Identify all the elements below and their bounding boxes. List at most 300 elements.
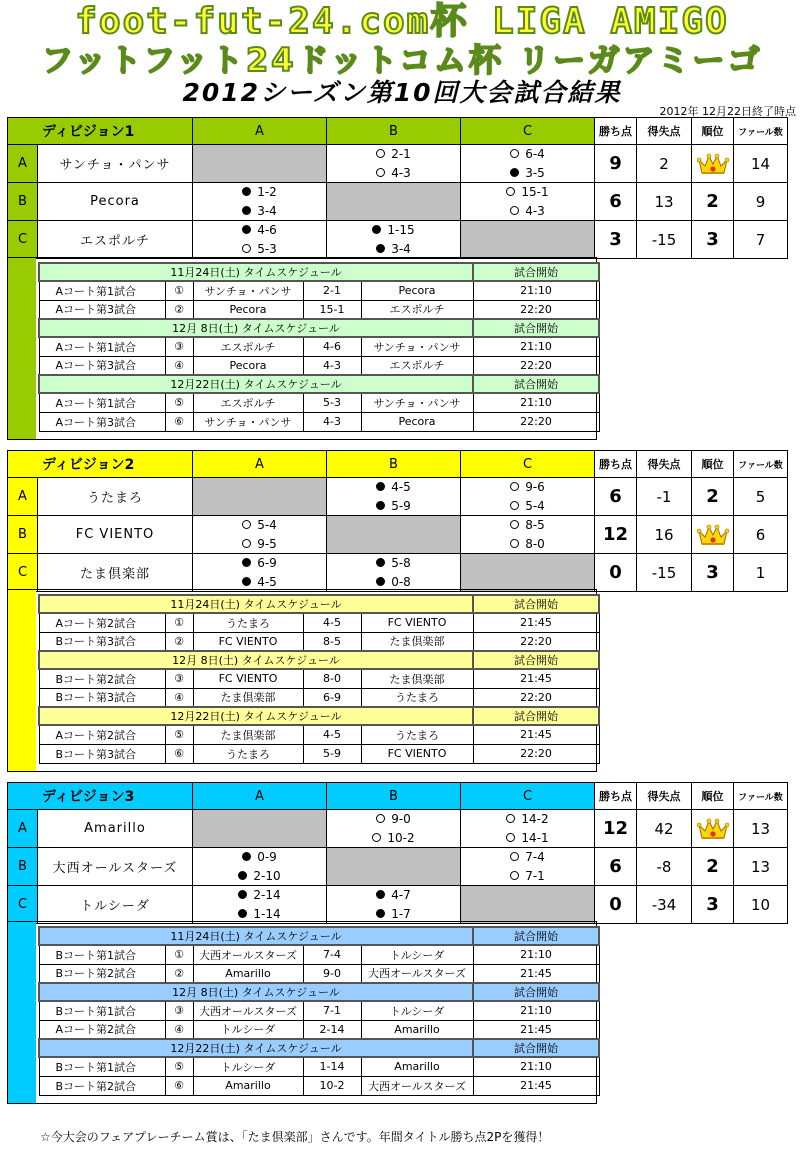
loss-marker-icon bbox=[376, 890, 385, 899]
win-marker-icon bbox=[510, 206, 519, 215]
standings-table bbox=[7, 450, 788, 592]
division-2-schedule bbox=[7, 589, 597, 772]
self-match-cell bbox=[461, 886, 595, 924]
game-home-team: FC VIENTO bbox=[193, 669, 303, 688]
match-score: 1-7 bbox=[391, 906, 411, 921]
team-goal-diff: -1 bbox=[637, 478, 692, 516]
team-row bbox=[8, 516, 788, 535]
schedule-day-header bbox=[39, 983, 599, 1001]
team-fouls: 13 bbox=[734, 810, 788, 848]
win-marker-icon bbox=[376, 814, 385, 823]
match-score: 0-8 bbox=[391, 574, 411, 589]
match-result bbox=[461, 867, 595, 886]
win-marker-icon bbox=[510, 539, 519, 548]
game-home-team: エスポルチ bbox=[193, 393, 303, 412]
match-result bbox=[461, 848, 595, 867]
match-result bbox=[193, 202, 327, 221]
division-1-standings bbox=[7, 117, 788, 259]
kickoff-header: 試合開始 bbox=[473, 375, 599, 393]
loss-marker-icon bbox=[238, 890, 247, 899]
match-result bbox=[327, 478, 461, 497]
game-kickoff-time: 21:45 bbox=[473, 1020, 599, 1039]
schedule-date: 12月22日(土) タイムスケジュール bbox=[39, 375, 473, 393]
schedule-day-header bbox=[39, 1039, 599, 1057]
game-kickoff-time: 21:45 bbox=[473, 725, 599, 744]
win-marker-icon bbox=[242, 539, 251, 548]
team-fouls: 7 bbox=[734, 221, 788, 259]
match-result bbox=[461, 202, 595, 221]
match-score: 4-3 bbox=[525, 203, 545, 218]
game-court: Bコート第1試合 bbox=[39, 1001, 165, 1020]
game-home-team: Amarillo bbox=[193, 964, 303, 983]
team-name: トルシーダ bbox=[38, 886, 193, 924]
match-score: 14-2 bbox=[521, 812, 549, 827]
schedule-day-header bbox=[39, 927, 599, 945]
col-b-header: B bbox=[327, 783, 461, 810]
schedule-table bbox=[38, 262, 600, 432]
game-score: 8-0 bbox=[303, 669, 361, 688]
match-score: 6-9 bbox=[257, 556, 277, 571]
game-number: ③ bbox=[165, 337, 193, 356]
win-marker-icon bbox=[510, 149, 519, 158]
kickoff-header: 試合開始 bbox=[473, 927, 599, 945]
schedule-day-header bbox=[39, 651, 599, 669]
game-number: ⑥ bbox=[165, 412, 193, 431]
game-kickoff-time: 21:45 bbox=[473, 669, 599, 688]
team-goal-diff: -15 bbox=[637, 554, 692, 592]
team-points: 3 bbox=[595, 221, 637, 259]
game-kickoff-time: 21:10 bbox=[473, 1001, 599, 1020]
schedule-game-row bbox=[39, 613, 599, 632]
fouls-header: ファール数 bbox=[734, 783, 788, 810]
match-result bbox=[193, 848, 327, 867]
game-kickoff-time: 21:10 bbox=[473, 1057, 599, 1076]
win-marker-icon bbox=[506, 814, 515, 823]
game-away-team: たま倶楽部 bbox=[361, 632, 473, 651]
match-score: 5-8 bbox=[391, 556, 411, 571]
game-court: Aコート第3試合 bbox=[39, 356, 165, 375]
game-away-team: 大西オールスターズ bbox=[361, 1076, 473, 1095]
team-points: 6 bbox=[595, 183, 637, 221]
game-away-team: Pecora bbox=[361, 281, 473, 300]
points-header: 勝ち点 bbox=[595, 118, 637, 145]
schedule-table bbox=[38, 926, 600, 1096]
match-score: 9-6 bbox=[525, 480, 545, 495]
team-fouls: 13 bbox=[734, 848, 788, 886]
game-kickoff-time: 21:10 bbox=[473, 393, 599, 412]
col-b-header: B bbox=[327, 451, 461, 478]
team-letter: C bbox=[8, 886, 38, 924]
match-result bbox=[461, 478, 595, 497]
game-kickoff-time: 22:20 bbox=[473, 356, 599, 375]
game-away-team: Amarillo bbox=[361, 1057, 473, 1076]
match-score: 2-10 bbox=[253, 868, 281, 883]
title-english: foot-fut-24.com杯 LIGA AMIGO bbox=[75, 1, 729, 42]
schedule-game-row bbox=[39, 1001, 599, 1020]
team-goal-diff: 16 bbox=[637, 516, 692, 554]
game-court: Aコート第1試合 bbox=[39, 281, 165, 300]
match-result bbox=[461, 164, 595, 183]
game-kickoff-time: 22:20 bbox=[473, 744, 599, 763]
game-score: 4-3 bbox=[303, 356, 361, 375]
page-title: 2012シーズン第10回大会試合結果 bbox=[182, 78, 622, 107]
goal-diff-header: 得失点 bbox=[637, 118, 692, 145]
match-result bbox=[193, 221, 327, 240]
team-letter: A bbox=[8, 478, 38, 516]
game-score: 7-1 bbox=[303, 1001, 361, 1020]
game-home-team: FC VIENTO bbox=[193, 632, 303, 651]
team-goal-diff: -15 bbox=[637, 221, 692, 259]
match-result bbox=[193, 554, 327, 573]
match-score: 0-9 bbox=[257, 850, 277, 865]
game-court: Bコート第3試合 bbox=[39, 688, 165, 707]
team-rank bbox=[692, 145, 734, 183]
game-home-team: サンチョ・パンサ bbox=[193, 412, 303, 431]
schedule-date: 11月24日(土) タイムスケジュール bbox=[39, 263, 473, 281]
game-score: 5-3 bbox=[303, 393, 361, 412]
crown-icon bbox=[697, 817, 729, 841]
schedule-game-row bbox=[39, 632, 599, 651]
self-match-cell bbox=[461, 554, 595, 592]
schedule-game-row bbox=[39, 337, 599, 356]
game-number: ③ bbox=[165, 1001, 193, 1020]
match-score: 3-4 bbox=[257, 203, 277, 218]
team-fouls: 9 bbox=[734, 183, 788, 221]
team-points: 0 bbox=[595, 554, 637, 592]
match-score: 2-1 bbox=[391, 147, 411, 162]
match-score: 14-1 bbox=[521, 830, 549, 845]
col-c-header: C bbox=[461, 451, 595, 478]
game-score: 15-1 bbox=[303, 300, 361, 319]
win-marker-icon bbox=[510, 871, 519, 880]
loss-marker-icon bbox=[242, 225, 251, 234]
team-fouls: 10 bbox=[734, 886, 788, 924]
team-rank: 2 bbox=[692, 183, 734, 221]
game-score: 6-9 bbox=[303, 688, 361, 707]
game-away-team: うたまろ bbox=[361, 725, 473, 744]
game-home-team: サンチョ・パンサ bbox=[193, 281, 303, 300]
loss-marker-icon bbox=[238, 871, 247, 880]
division-name: ディビジョン3 bbox=[8, 783, 193, 810]
schedule-color-strip bbox=[8, 590, 36, 771]
loss-marker-icon bbox=[242, 852, 251, 861]
match-score: 9-0 bbox=[391, 812, 411, 827]
division-1-schedule bbox=[7, 257, 597, 440]
schedule-date: 11月24日(土) タイムスケジュール bbox=[39, 927, 473, 945]
match-score: 5-4 bbox=[257, 518, 277, 533]
game-court: Bコート第2試合 bbox=[39, 964, 165, 983]
team-name: Amarillo bbox=[38, 810, 193, 848]
game-score: 8-5 bbox=[303, 632, 361, 651]
game-number: ④ bbox=[165, 356, 193, 375]
game-number: ② bbox=[165, 964, 193, 983]
match-score: 1-14 bbox=[253, 906, 281, 921]
team-goal-diff: 2 bbox=[637, 145, 692, 183]
team-row bbox=[8, 848, 788, 867]
schedule-game-row bbox=[39, 356, 599, 375]
team-points: 6 bbox=[595, 478, 637, 516]
schedule-game-row bbox=[39, 1076, 599, 1095]
loss-marker-icon bbox=[510, 168, 519, 177]
schedule-game-row bbox=[39, 725, 599, 744]
match-score: 15-1 bbox=[521, 185, 549, 200]
game-court: Bコート第3試合 bbox=[39, 744, 165, 763]
team-letter: B bbox=[8, 183, 38, 221]
schedule-color-strip bbox=[8, 922, 36, 1103]
match-result bbox=[193, 516, 327, 535]
win-marker-icon bbox=[506, 833, 515, 842]
team-goal-diff: -8 bbox=[637, 848, 692, 886]
schedule-game-row bbox=[39, 964, 599, 983]
schedule-game-row bbox=[39, 300, 599, 319]
match-result bbox=[193, 886, 327, 905]
game-home-team: Amarillo bbox=[193, 1076, 303, 1095]
match-score: 1-2 bbox=[257, 185, 277, 200]
points-header: 勝ち点 bbox=[595, 451, 637, 478]
match-score: 5-4 bbox=[525, 498, 545, 513]
game-away-team: 大西オールスターズ bbox=[361, 964, 473, 983]
game-away-team: トルシーダ bbox=[361, 945, 473, 964]
match-result bbox=[193, 240, 327, 259]
win-marker-icon bbox=[510, 482, 519, 491]
game-number: ② bbox=[165, 632, 193, 651]
game-score: 4-3 bbox=[303, 412, 361, 431]
game-kickoff-time: 21:45 bbox=[473, 1076, 599, 1095]
schedule-date: 12月22日(土) タイムスケジュール bbox=[39, 707, 473, 725]
col-b-header: B bbox=[327, 118, 461, 145]
game-home-team: 大西オールスターズ bbox=[193, 1001, 303, 1020]
game-number: ⑤ bbox=[165, 725, 193, 744]
goal-diff-header: 得失点 bbox=[637, 451, 692, 478]
match-result bbox=[193, 867, 327, 886]
fouls-header: ファール数 bbox=[734, 451, 788, 478]
schedule-game-row bbox=[39, 393, 599, 412]
col-c-header: C bbox=[461, 118, 595, 145]
game-score: 5-9 bbox=[303, 744, 361, 763]
match-result bbox=[327, 554, 461, 573]
match-result bbox=[193, 535, 327, 554]
game-court: Aコート第2試合 bbox=[39, 1020, 165, 1039]
loss-marker-icon bbox=[376, 501, 385, 510]
schedule-day-header bbox=[39, 707, 599, 725]
game-away-team: エスポルチ bbox=[361, 300, 473, 319]
schedule-day-header bbox=[39, 375, 599, 393]
game-kickoff-time: 22:20 bbox=[473, 300, 599, 319]
game-score: 2-14 bbox=[303, 1020, 361, 1039]
game-kickoff-time: 22:20 bbox=[473, 412, 599, 431]
game-home-team: エスポルチ bbox=[193, 337, 303, 356]
self-match-cell bbox=[193, 478, 327, 516]
team-row bbox=[8, 221, 788, 240]
game-home-team: 大西オールスターズ bbox=[193, 945, 303, 964]
fair-play-note: ☆今大会のフェアプレーチーム賞は、「たま倶楽部」さんです。年間タイトル勝ち点2Pを獲得！ bbox=[40, 1130, 550, 1144]
game-court: Bコート第1試合 bbox=[39, 1057, 165, 1076]
match-score: 9-5 bbox=[257, 536, 277, 551]
points-header: 勝ち点 bbox=[595, 783, 637, 810]
game-home-team: トルシーダ bbox=[193, 1057, 303, 1076]
team-points: 6 bbox=[595, 848, 637, 886]
game-kickoff-time: 21:10 bbox=[473, 337, 599, 356]
col-a-header: A bbox=[193, 783, 327, 810]
loss-marker-icon bbox=[242, 558, 251, 567]
division-2-standings bbox=[7, 450, 788, 592]
match-result bbox=[327, 497, 461, 516]
division-name: ディビジョン2 bbox=[8, 451, 193, 478]
game-kickoff-time: 22:20 bbox=[473, 688, 599, 707]
self-match-cell bbox=[193, 810, 327, 848]
match-result bbox=[461, 516, 595, 535]
loss-marker-icon bbox=[242, 206, 251, 215]
match-score: 4-3 bbox=[391, 165, 411, 180]
col-a-header: A bbox=[193, 118, 327, 145]
game-score: 9-0 bbox=[303, 964, 361, 983]
match-score: 4-5 bbox=[391, 480, 411, 495]
game-court: Aコート第1試合 bbox=[39, 337, 165, 356]
game-court: Bコート第2試合 bbox=[39, 1076, 165, 1095]
game-away-team: Pecora bbox=[361, 412, 473, 431]
loss-marker-icon bbox=[242, 187, 251, 196]
team-row bbox=[8, 554, 788, 573]
team-fouls: 14 bbox=[734, 145, 788, 183]
schedule-game-row bbox=[39, 1057, 599, 1076]
loss-marker-icon bbox=[242, 577, 251, 586]
schedule-date: 12月22日(土) タイムスケジュール bbox=[39, 1039, 473, 1057]
match-score: 8-5 bbox=[525, 518, 545, 533]
game-home-team: たま倶楽部 bbox=[193, 725, 303, 744]
game-court: Bコート第2試合 bbox=[39, 669, 165, 688]
game-score: 7-4 bbox=[303, 945, 361, 964]
schedule-day-header bbox=[39, 595, 599, 613]
match-score: 8-0 bbox=[525, 536, 545, 551]
game-score: 2-1 bbox=[303, 281, 361, 300]
match-score: 4-7 bbox=[391, 888, 411, 903]
self-match-cell bbox=[193, 145, 327, 183]
team-fouls: 6 bbox=[734, 516, 788, 554]
team-points: 12 bbox=[595, 810, 637, 848]
match-score: 3-4 bbox=[391, 241, 411, 256]
game-kickoff-time: 21:10 bbox=[473, 945, 599, 964]
match-result bbox=[327, 886, 461, 905]
match-score: 3-5 bbox=[525, 165, 545, 180]
kickoff-header: 試合開始 bbox=[473, 595, 599, 613]
team-rank: 3 bbox=[692, 221, 734, 259]
game-number: ⑤ bbox=[165, 393, 193, 412]
kickoff-header: 試合開始 bbox=[473, 983, 599, 1001]
col-a-header: A bbox=[193, 451, 327, 478]
game-court: Aコート第3試合 bbox=[39, 412, 165, 431]
win-marker-icon bbox=[242, 244, 251, 253]
team-goal-diff: -34 bbox=[637, 886, 692, 924]
match-score: 4-5 bbox=[257, 574, 277, 589]
team-name: FC VIENTO bbox=[38, 516, 193, 554]
loss-marker-icon bbox=[376, 244, 385, 253]
team-row bbox=[8, 886, 788, 905]
game-away-team: トルシーダ bbox=[361, 1001, 473, 1020]
team-points: 0 bbox=[595, 886, 637, 924]
schedule-game-row bbox=[39, 412, 599, 431]
loss-marker-icon bbox=[376, 558, 385, 567]
game-home-team: たま倶楽部 bbox=[193, 688, 303, 707]
win-marker-icon bbox=[506, 187, 515, 196]
match-score: 5-9 bbox=[391, 498, 411, 513]
match-score: 6-4 bbox=[525, 147, 545, 162]
match-result bbox=[461, 810, 595, 829]
game-number: ① bbox=[165, 613, 193, 632]
win-marker-icon bbox=[376, 168, 385, 177]
win-marker-icon bbox=[510, 520, 519, 529]
loss-marker-icon bbox=[372, 225, 381, 234]
game-number: ③ bbox=[165, 669, 193, 688]
team-points: 9 bbox=[595, 145, 637, 183]
team-name: サンチョ・パンサ bbox=[38, 145, 193, 183]
match-result bbox=[327, 240, 461, 259]
team-name: エスポルチ bbox=[38, 221, 193, 259]
schedule-game-row bbox=[39, 744, 599, 763]
game-away-team: サンチョ・パンサ bbox=[361, 393, 473, 412]
division-3-standings bbox=[7, 782, 788, 924]
match-score: 1-15 bbox=[387, 223, 415, 238]
team-goal-diff: 42 bbox=[637, 810, 692, 848]
match-score: 10-2 bbox=[387, 830, 415, 845]
team-rank: 2 bbox=[692, 478, 734, 516]
schedule-date: 12月 8日(土) タイムスケジュール bbox=[39, 983, 473, 1001]
game-number: ② bbox=[165, 300, 193, 319]
match-result bbox=[327, 145, 461, 164]
match-result bbox=[327, 810, 461, 829]
self-match-cell bbox=[327, 183, 461, 221]
standings-table bbox=[7, 117, 788, 259]
game-kickoff-time: 21:10 bbox=[473, 281, 599, 300]
team-name: 大西オールスターズ bbox=[38, 848, 193, 886]
match-result bbox=[461, 145, 595, 164]
game-home-team: Pecora bbox=[193, 300, 303, 319]
game-court: Aコート第1試合 bbox=[39, 393, 165, 412]
schedule-game-row bbox=[39, 669, 599, 688]
schedule-game-row bbox=[39, 688, 599, 707]
division-name: ディビジョン1 bbox=[8, 118, 193, 145]
match-result bbox=[327, 164, 461, 183]
game-away-team: うたまろ bbox=[361, 688, 473, 707]
match-result bbox=[461, 183, 595, 202]
game-number: ⑥ bbox=[165, 1076, 193, 1095]
standings-table bbox=[7, 782, 788, 924]
match-score: 7-4 bbox=[525, 850, 545, 865]
team-letter: B bbox=[8, 848, 38, 886]
match-result bbox=[461, 497, 595, 516]
team-points: 12 bbox=[595, 516, 637, 554]
team-fouls: 5 bbox=[734, 478, 788, 516]
game-court: Aコート第2試合 bbox=[39, 613, 165, 632]
game-kickoff-time: 21:45 bbox=[473, 613, 599, 632]
game-score: 4-6 bbox=[303, 337, 361, 356]
schedule-date: 12月 8日(土) タイムスケジュール bbox=[39, 319, 473, 337]
team-row bbox=[8, 183, 788, 202]
match-score: 5-3 bbox=[257, 241, 277, 256]
game-number: ① bbox=[165, 945, 193, 964]
game-away-team: FC VIENTO bbox=[361, 744, 473, 763]
game-score: 1-14 bbox=[303, 1057, 361, 1076]
game-home-team: うたまろ bbox=[193, 613, 303, 632]
title-katakana: フットフット24ドットコム杯 リーガアミーゴ bbox=[41, 41, 763, 79]
schedule-day-header bbox=[39, 319, 599, 337]
win-marker-icon bbox=[510, 501, 519, 510]
schedule-date: 11月24日(土) タイムスケジュール bbox=[39, 595, 473, 613]
as-of-date: 2012年 12月22日終了時点 bbox=[659, 105, 796, 118]
game-score: 4-5 bbox=[303, 613, 361, 632]
rank-header: 順位 bbox=[692, 451, 734, 478]
crown-icon bbox=[697, 152, 729, 176]
rank-header: 順位 bbox=[692, 118, 734, 145]
